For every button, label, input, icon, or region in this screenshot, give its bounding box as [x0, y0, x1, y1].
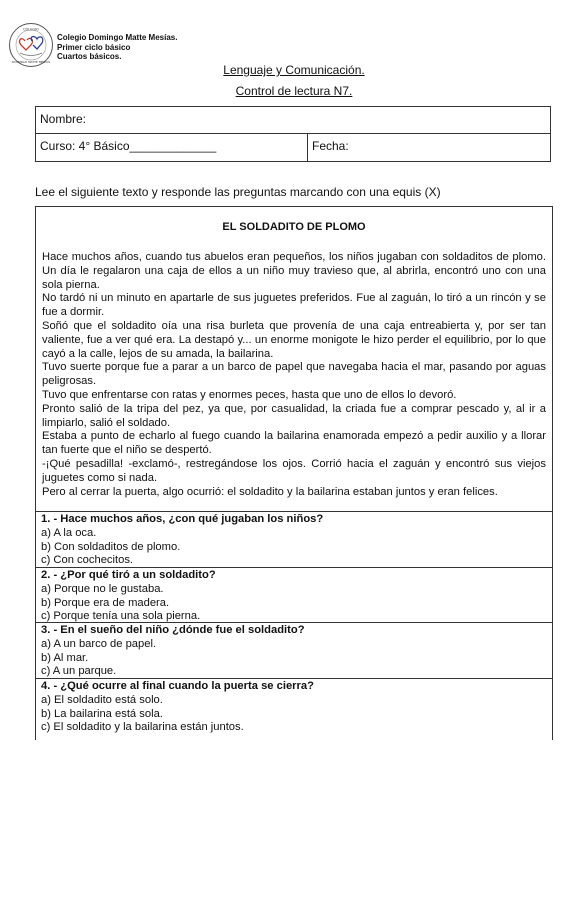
answer-option[interactable]: a) Porque no le gustaba. — [41, 582, 164, 595]
story-paragraph: Tuvo que enfrentarse con ratas y enormes peces, hasta que uno de ellos lo devoró. — [42, 388, 457, 401]
story-paragraph: No tardó ni un minuto en apartarle de sus juguetes preferidos. Fue al zaguán, lo tiró a un rincón y se fue a dormir. — [42, 292, 546, 319]
story-text — [42, 251, 546, 499]
question-text: 1. - Hace muchos años, ¿con qué jugaban los niños? — [41, 513, 324, 525]
subject-title: Lenguaje y Comunicación. — [223, 63, 365, 77]
story-paragraph: Tuvo suerte porque fue a parar a un barco de papel que navegaba hacia el mar, pasando por aguas peligrosas. — [42, 361, 546, 388]
story-paragraph: Soñó que el soldadito oía una risa burleta que provenía de una caja entreabierta y, por ser tan valiente, fue a ver qué era. La destapó y... un enorme monigote le hizo perder el equilibrio, por lo que cayó a la calle, lejos de su amada, la bailarina. — [42, 319, 546, 360]
date-field-label[interactable]: Fecha: — [312, 139, 349, 153]
question-2 — [35, 568, 553, 623]
answer-option[interactable]: a) A la oca. — [41, 526, 97, 539]
instructions: Lee el siguiente texto y responde las preguntas marcando con una equis (X) — [35, 185, 441, 199]
svg-text:COLEGIO: COLEGIO — [23, 27, 39, 32]
question-text: 2. - ¿Por qué tiró a un soldadito? — [41, 569, 216, 581]
story-paragraph: Pero al cerrar la puerta, algo ocurrió: el soldadito y la bailarina estaban juntos y eran felices. — [42, 485, 498, 498]
answer-option[interactable]: b) Al mar. — [41, 651, 89, 664]
student-info-box — [35, 106, 551, 162]
answer-option[interactable]: b) Con soldaditos de plomo. — [41, 540, 181, 553]
story-box — [35, 206, 553, 512]
answer-option[interactable]: c) El soldadito y la bailarina están juntos. — [41, 721, 244, 734]
story-paragraph: Pronto salió de la tripa del pez, ya que, por casualidad, la criada fue a comprar pescado y, al ir a limpiarlo, salió el soldado. — [42, 402, 546, 429]
question-4 — [35, 679, 553, 740]
school-header — [57, 33, 177, 62]
question-3 — [35, 623, 553, 679]
school-level: Primer ciclo básico — [57, 42, 131, 52]
answer-option[interactable]: c) A un parque. — [41, 665, 117, 678]
answer-option[interactable]: b) Porque era de madera. — [41, 596, 170, 609]
answer-option[interactable]: c) Porque tenía una sola pierna. — [41, 610, 201, 623]
question-1 — [35, 512, 553, 568]
question-text: 4. - ¿Qué ocurre al final cuando la puerta se cierra? — [41, 680, 314, 692]
story-paragraph: -¡Qué pesadilla! -exclamó-, restregándose los ojos. Corrió hacia el zaguán y encontró sus viejos juguetes como si nada. — [42, 457, 546, 484]
answer-option[interactable]: b) La bailarina está sola. — [41, 707, 163, 720]
question-text: 3. - En el sueño del niño ¿dónde fue el soldadito? — [41, 624, 305, 636]
course-field-label[interactable]: Curso: 4° Básico_____________ — [40, 139, 217, 153]
name-field-label[interactable]: Nombre: — [40, 112, 87, 126]
svg-text:DOMINGO MATTE MESÍAS: DOMINGO MATTE MESÍAS — [11, 60, 51, 64]
school-logo-icon — [8, 22, 54, 68]
test-title: Control de lectura N7. — [235, 84, 353, 98]
story-paragraph: Hace muchos años, cuando tus abuelos eran pequeños, los niños jugaban con soldaditos de plomo. Un día le regalaron una caja de ellos a un niño muy travieso que, al abrirla, encontró uno con una sola pierna. — [42, 251, 546, 291]
answer-option[interactable]: c) Con cochecitos. — [41, 554, 134, 567]
story-paragraph: Estaba a punto de echarlo al fuego cuando la bailarina enamorada empezó a pedir auxilio y a llorar tan fuerte que el niño se despertó. — [42, 430, 546, 457]
answer-option[interactable]: a) El soldadito está solo. — [41, 693, 163, 706]
school-name: Colegio Domingo Matte Mesías. — [57, 33, 178, 42]
story-title: EL SOLDADITO DE PLOMO — [222, 221, 366, 233]
school-grade: Cuartos básicos. — [57, 52, 122, 61]
answer-option[interactable]: a) A un barco de papel. — [41, 637, 157, 650]
